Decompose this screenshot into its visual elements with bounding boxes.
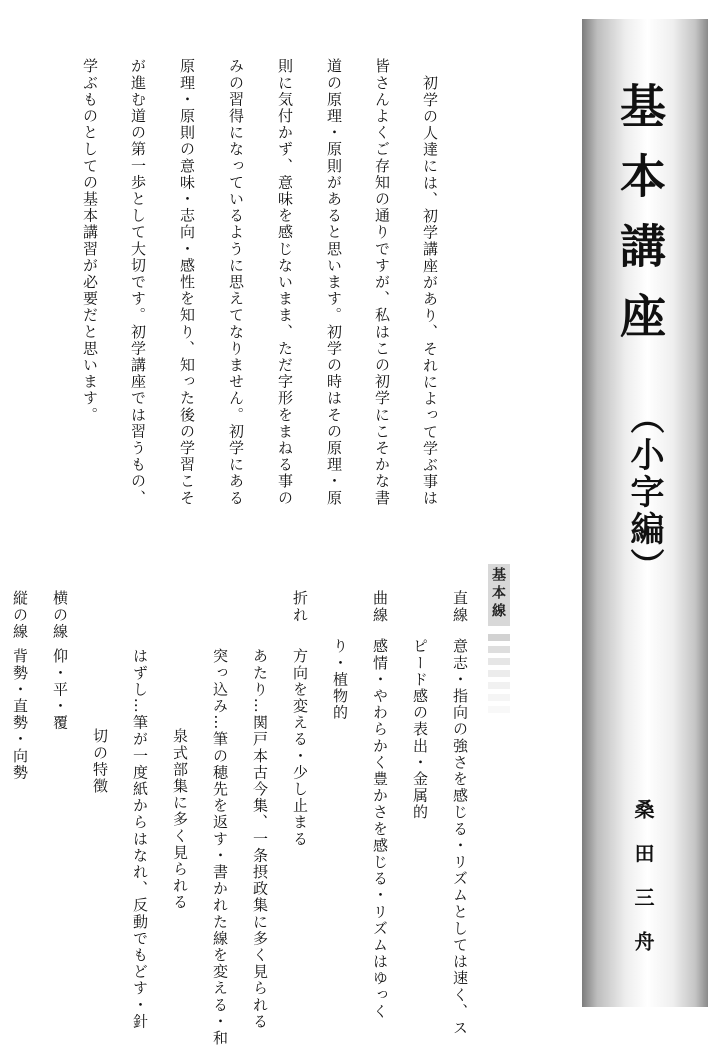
desc-fold-3: 突っ込み…筆の穂先を返す・書かれた線を変える・和 [211, 648, 229, 1046]
heading-stripe [488, 706, 510, 713]
desc-fold-6: 切の特徴 [91, 728, 109, 795]
page-title: 基本講座 [613, 82, 667, 362]
author-name: 桑田三舟 [631, 799, 655, 975]
page-subtitle: （小字編） [624, 400, 664, 585]
desc-straight-line-1: 意志・指向の強さを感じる・リズムとしては速く、ス [451, 638, 469, 1037]
desc-fold-5: はずし…筆が一度紙からはなれ、反動でもどす・針 [131, 648, 149, 1030]
desc-fold-4: 泉式部集に多く見られる [171, 728, 189, 911]
desc-horizontal-line: 仰・平・覆 [51, 648, 69, 731]
intro-line-5: みの習得になっているように思えてなりません。初学にある [227, 58, 245, 507]
desc-fold-2: あたり…関戸本古今集、一条摂政集に多く見られる [251, 648, 269, 1030]
desc-curved-line-2: り・植物的 [331, 638, 349, 721]
desc-straight-line-2: ピード感の表出・金属的 [411, 638, 429, 821]
desc-fold-1: 方向を変える・少し止まる [291, 648, 309, 848]
term-fold: 折れ [291, 590, 309, 624]
intro-line-4: 則に気付かず、意味を感じないまま、ただ字形をまねる事の [276, 58, 294, 507]
term-curved-line: 曲線 [371, 590, 389, 624]
term-horizontal-line: 横の線 [51, 590, 69, 640]
heading-stripe [488, 646, 510, 653]
section-heading-basic-lines [488, 564, 510, 626]
intro-line-1: 初学の人達には、初学講座があり、それによって学ぶ事は [421, 75, 439, 507]
desc-vertical-line: 背勢・直勢・向勢 [11, 648, 29, 781]
section-heading-label: 基本線 [490, 567, 506, 621]
term-vertical-line: 縦の線 [11, 590, 29, 640]
intro-line-3: 道の原理・原則があると思います。初学の時はその原理・原 [325, 58, 343, 507]
heading-stripe [488, 670, 510, 677]
intro-line-2: 皆さんよくご存知の通りですが、私はこの初学にこそかな書 [373, 58, 391, 507]
heading-stripe [488, 694, 510, 701]
intro-line-6: 原理・原則の意味・志向・感性を知り、知った後の学習こそ [178, 58, 196, 507]
desc-curved-line-1: 感情・やわらかく豊かさを感じる・リズムはゆっく [371, 638, 389, 1020]
term-straight-line: 直線 [451, 590, 469, 624]
intro-line-7: が進む道の第一歩として大切です。初学講座では習うもの、 [129, 58, 147, 507]
heading-stripe [488, 634, 510, 641]
intro-line-8: 学ぶものとしての基本講習が必要だと思います。 [81, 58, 99, 424]
heading-stripe [488, 658, 510, 665]
heading-stripe [488, 682, 510, 689]
